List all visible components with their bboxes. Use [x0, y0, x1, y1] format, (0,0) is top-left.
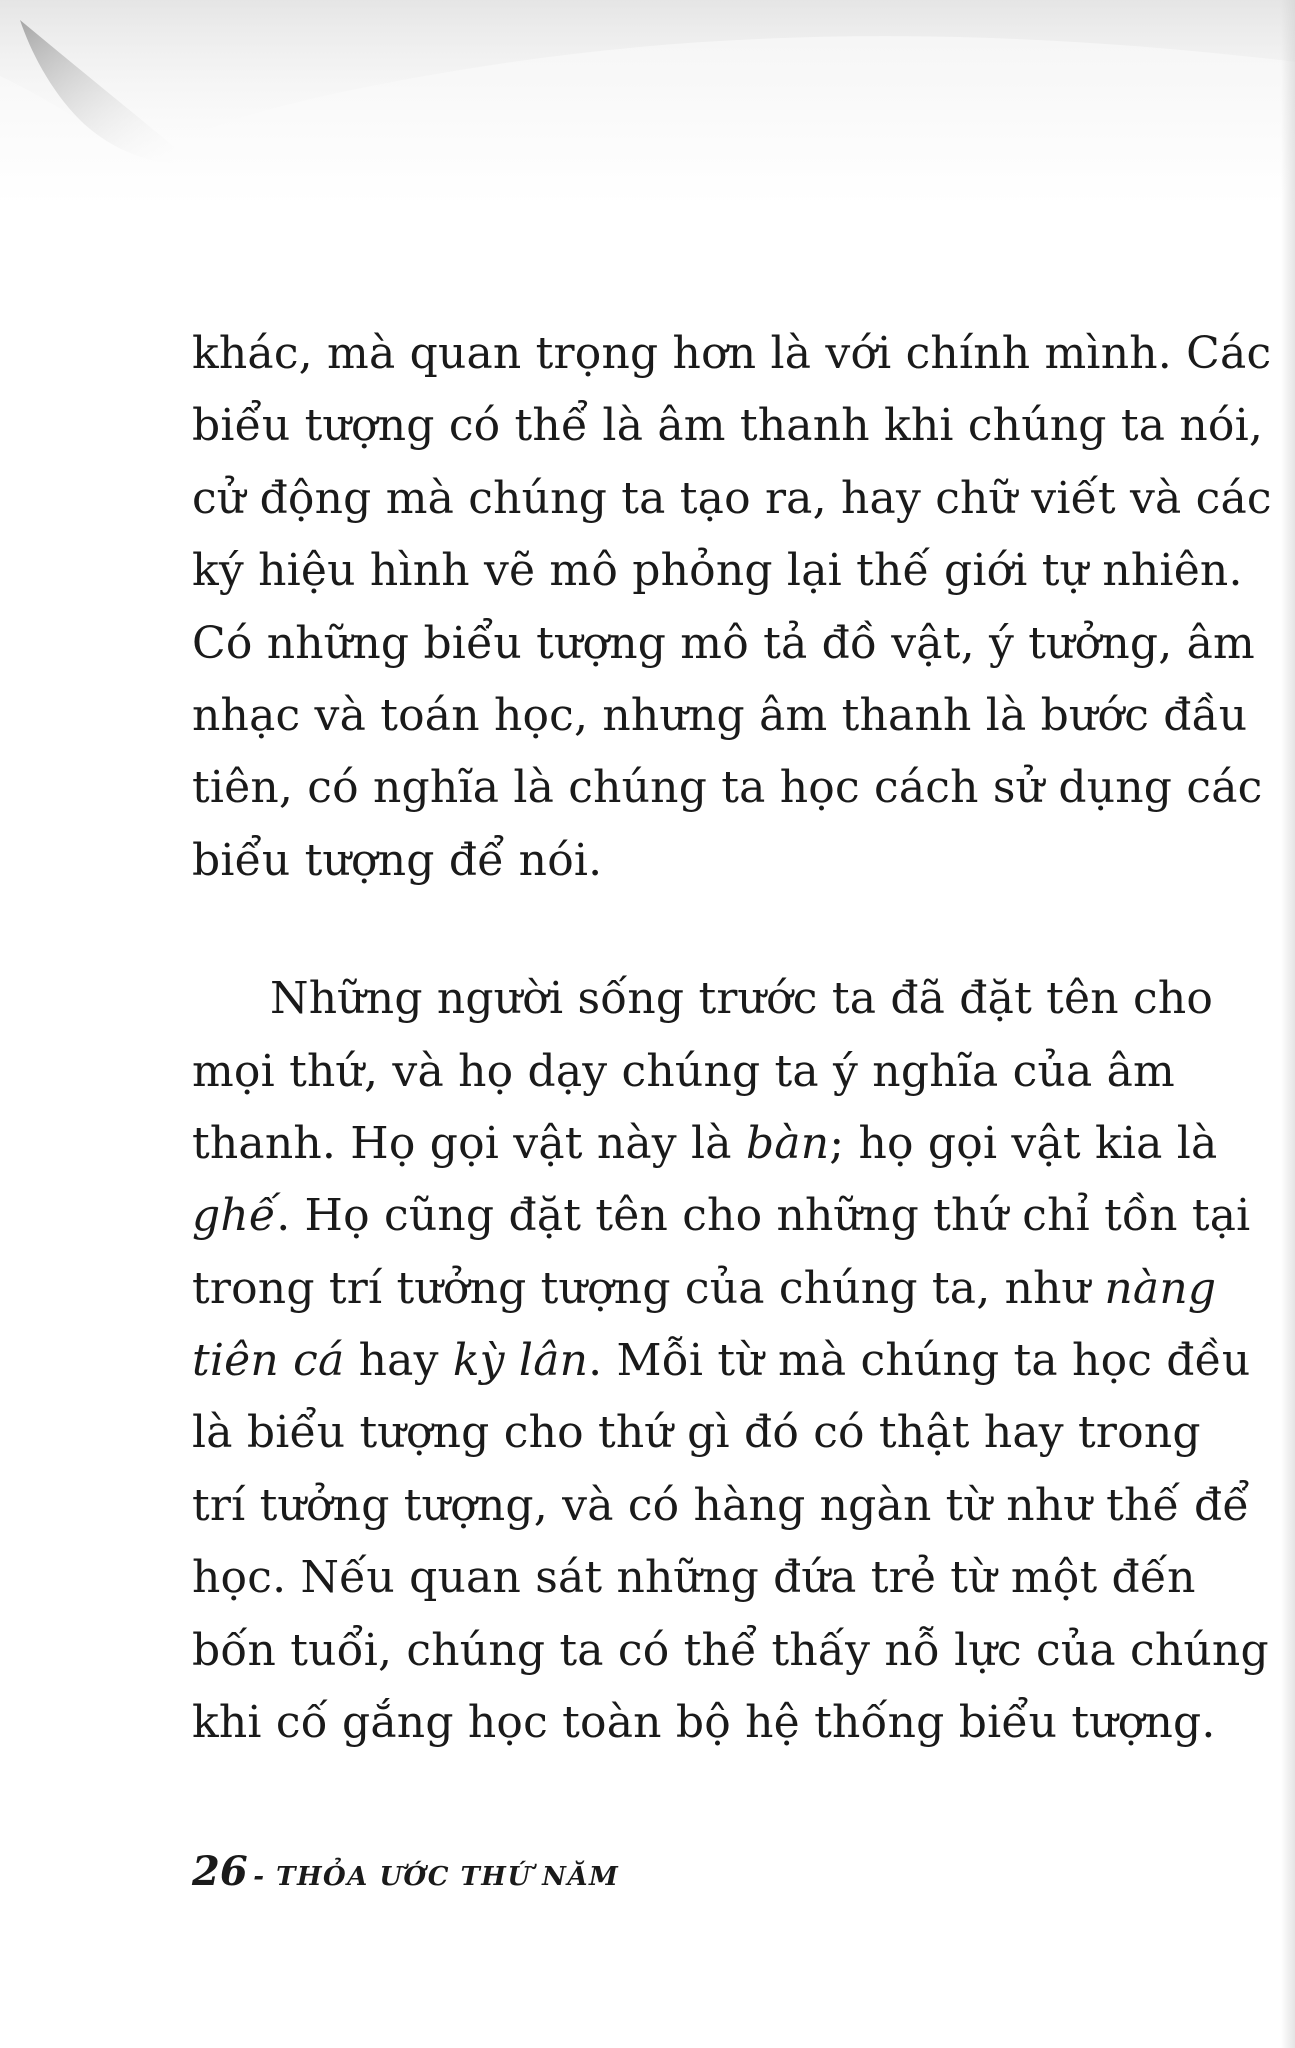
text-segment: trong trí tưởng tượng của chúng ta, như	[192, 1262, 1105, 1314]
text-line	[192, 1108, 1218, 1180]
italic-word: ghế	[192, 1190, 277, 1242]
text-segment: . Mỗi từ mà chúng ta học đều	[588, 1335, 1251, 1387]
text-line: mọi thứ, và họ dạy chúng ta ý nghĩa của âm	[192, 1045, 1175, 1097]
text-line: biểu tượng để nói.	[192, 834, 603, 886]
text-line: nhạc và toán học, nhưng âm thanh là bước đầu	[192, 689, 1248, 741]
italic-word: kỳ lân	[452, 1335, 589, 1387]
text-line: biểu tượng có thể là âm thanh khi chúng ta nói,	[192, 400, 1264, 452]
page-edge-shadow	[1281, 0, 1295, 2048]
italic-word: nàng	[1104, 1262, 1217, 1314]
text-line: khác, mà quan trọng hơn là với chính mình. Các	[192, 328, 1272, 379]
italic-word: tiên cá	[192, 1335, 345, 1387]
running-title: - THỎA ƯỚC THỨ NĂM	[253, 1862, 620, 1892]
text-line	[192, 1180, 1251, 1252]
text-line: trí tưởng tượng, và có hàng ngàn từ như thế để	[192, 1479, 1250, 1531]
text-line	[192, 1325, 1251, 1397]
paragraph-2	[192, 963, 1269, 1759]
text-segment: hay	[344, 1335, 453, 1387]
text-line: ký hiệu hình vẽ mô phỏng lại thế giới tự nhiên.	[192, 545, 1243, 597]
page-number: 26	[192, 1848, 248, 1895]
text-segment: ; họ gọi vật kia là	[829, 1117, 1218, 1169]
text-line: học. Nếu quan sát những đứa trẻ từ một đến	[192, 1552, 1196, 1604]
text-line: là biểu tượng cho thứ gì đó có thật hay trong	[192, 1407, 1201, 1459]
text-line: tiên, có nghĩa là chúng ta học cách sử dụng các	[192, 762, 1263, 814]
text-line: cử động mà chúng ta tạo ra, hay chữ viết và các	[192, 472, 1272, 524]
text-segment: thanh. Họ gọi vật này là	[192, 1117, 746, 1169]
text-line	[192, 1253, 1217, 1325]
text-line: khi cố gắng học toàn bộ hệ thống biểu tượng.	[192, 1697, 1216, 1749]
italic-word: bàn	[745, 1117, 830, 1169]
text-line: bốn tuổi, chúng ta có thể thấy nỗ lực của chúng	[192, 1624, 1269, 1676]
text-line: Những người sống trước ta đã đặt tên cho	[270, 973, 1214, 1025]
page-footer	[192, 1848, 619, 1895]
text-segment: . Họ cũng đặt tên cho những thứ chỉ tồn tại	[276, 1190, 1251, 1242]
paragraph-spacer	[192, 897, 1172, 963]
paragraph-1	[192, 318, 1272, 897]
body-text	[192, 318, 1272, 1759]
page-curl-shadow	[0, 0, 1295, 220]
text-line: Có những biểu tượng mô tả đồ vật, ý tưởng, âm	[192, 617, 1255, 669]
